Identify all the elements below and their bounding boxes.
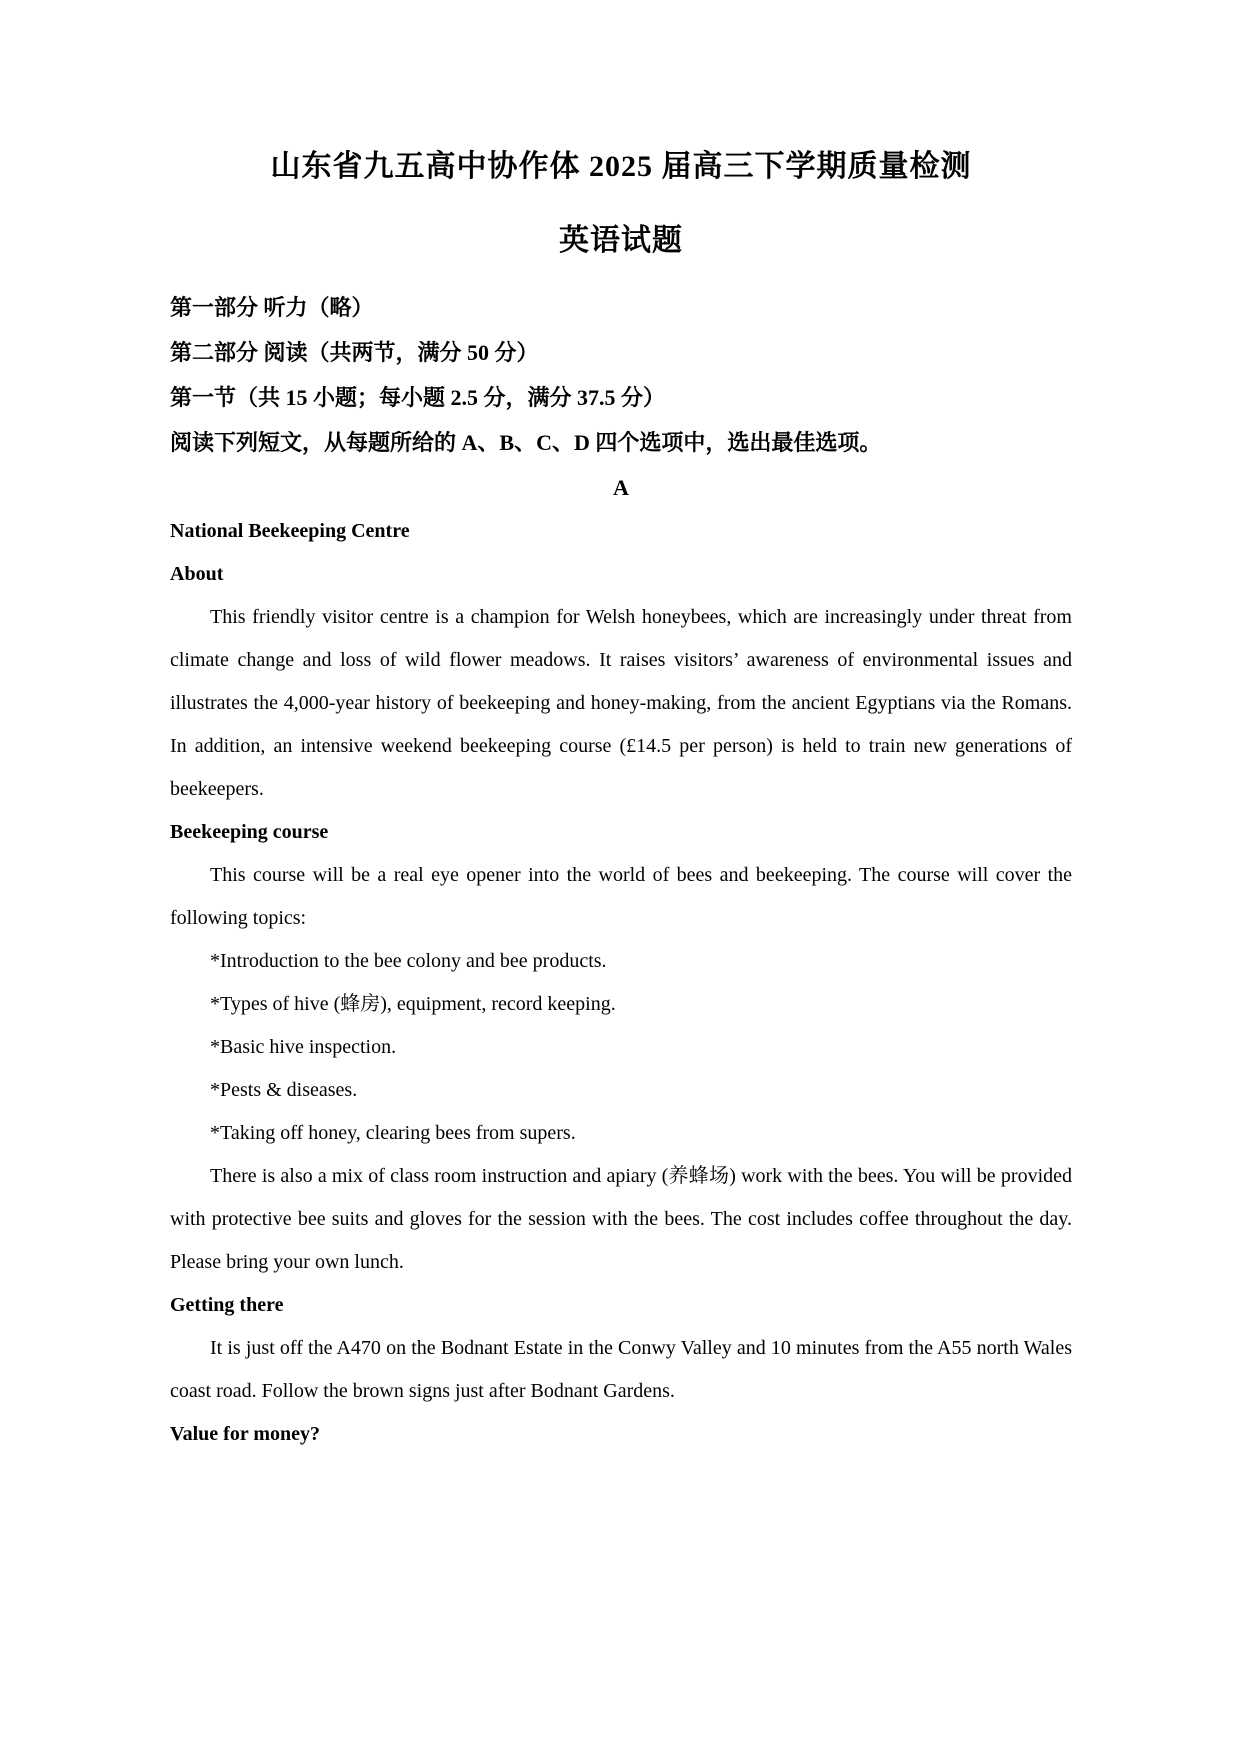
doc-title: 山东省九五高中协作体 2025 届高三下学期质量检测	[270, 150, 972, 183]
getting-there-paragraph: It is just off the A470 on the Bodnant Estate in the Conwy Valley and 10 minutes from the A55 north Wales coast road. Follow the brown signs just after Bodnant Gardens.	[170, 1337, 1072, 1402]
topic-item: *Pests & diseases.	[210, 1079, 358, 1101]
section1-heading: 第一节（共 15 小题；每小题 2.5 分，满分 37.5 分）	[170, 385, 666, 410]
value-for-money-heading: Value for money?	[170, 1423, 320, 1445]
reading-instructions: 阅读下列短文，从每题所给的 A、B、C、D 四个选项中，选出最佳选项。	[170, 430, 882, 455]
doc-subtitle: 英语试题	[559, 223, 683, 257]
about-paragraph: This friendly visitor centre is a champion for Welsh honeybees, which are increasingly under threat from climate change and loss of wild flower meadows. It raises visitors’ awareness of environmental issues and illustrates the 4,000-year history of beekeeping and honey-making, from the ancient Egyptians via the Romans. In addition, an intensive weekend beekeeping course (£14.5 per person) is held to train new generations of beekeepers.	[170, 606, 1072, 800]
part1-heading: 第一部分 听力（略）	[170, 295, 374, 320]
topic-item: *Basic hive inspection.	[210, 1036, 397, 1058]
topic-item: *Taking off honey, clearing bees from supers.	[210, 1122, 576, 1144]
topic-item: *Types of hive (蜂房), equipment, record keeping.	[210, 993, 616, 1015]
course-detail-paragraph: There is also a mix of class room instruction and apiary (养蜂场) work with the bees. You will be provided with protective bee suits and gloves for the session with the bees. The cost includes coffee throughout the day. Please bring your own lunch.	[170, 1165, 1072, 1273]
getting-there-heading: Getting there	[170, 1294, 284, 1316]
course-intro-paragraph: This course will be a real eye opener into the world of bees and beekeeping. The course will cover the following topics:	[170, 864, 1072, 929]
passage-label: A	[613, 475, 629, 500]
topic-list	[170, 940, 1072, 1155]
passage-title: National Beekeeping Centre	[170, 520, 410, 542]
topic-item: *Introduction to the bee colony and bee products.	[210, 950, 607, 972]
part2-heading: 第二部分 阅读（共两节，满分 50 分）	[170, 340, 539, 365]
course-heading: Beekeeping course	[170, 821, 329, 843]
about-heading: About	[170, 563, 224, 585]
